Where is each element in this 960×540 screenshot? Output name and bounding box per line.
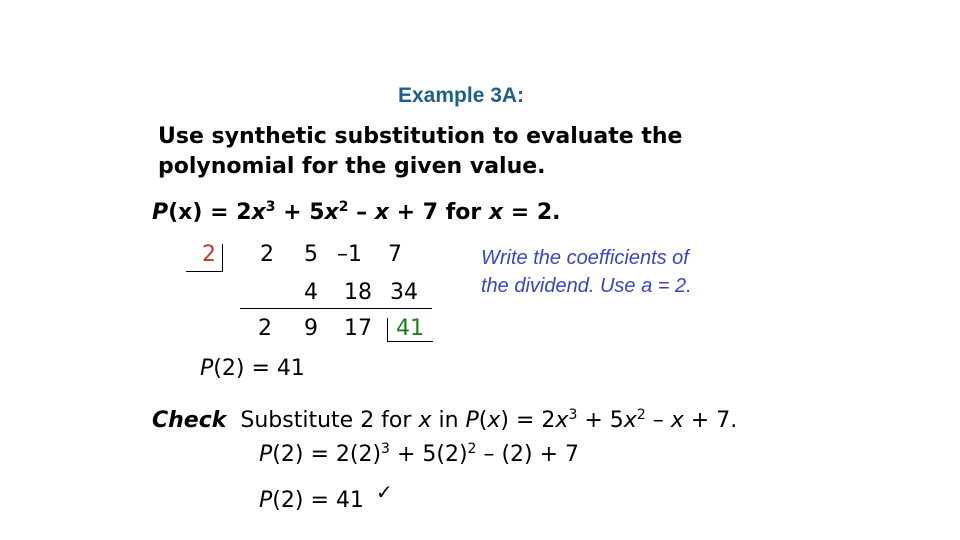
check-exponent: 2: [636, 407, 646, 423]
poly-term: –: [348, 200, 375, 225]
check-text: Substitute 2 for: [226, 408, 419, 433]
check-var: x: [418, 408, 432, 433]
instruction-line-2: polynomial for the given value.: [158, 154, 546, 179]
check-var: x: [487, 408, 501, 433]
check-line-3: [259, 480, 393, 513]
sum: 9: [304, 316, 318, 341]
poly-exponent: 3: [265, 199, 276, 215]
instruction-line-1: Use synthetic substitution to evaluate the: [158, 124, 683, 149]
p-symbol: P: [200, 356, 214, 381]
check-var: x: [623, 408, 637, 433]
product: 34: [390, 280, 418, 305]
poly-var: x: [374, 200, 389, 225]
poly-var: x: [251, 200, 266, 225]
divisor-bar: [222, 244, 223, 272]
note-line-1: Write the coefficients of: [481, 247, 689, 269]
check-exponent: 3: [381, 441, 390, 457]
hint-note: [481, 244, 692, 300]
poly-term: + 5: [275, 200, 325, 225]
instruction-text: [158, 122, 682, 182]
check-text: ) = 2: [500, 408, 556, 433]
check-var: x: [555, 408, 569, 433]
poly-var: x: [488, 200, 504, 225]
p-argument: (x): [168, 200, 203, 225]
check-text: –: [645, 408, 671, 433]
poly-var: x: [324, 200, 339, 225]
check-text: + 5(2): [389, 442, 468, 467]
poly-term: = 2: [202, 200, 252, 225]
remainder-box-left: [387, 318, 388, 342]
divisor-underline: [186, 271, 222, 272]
check-text: (: [478, 408, 488, 433]
result-line: [200, 356, 305, 381]
check-line-2: [259, 442, 579, 467]
coef: 2: [260, 242, 274, 267]
check-label: Check: [152, 408, 227, 433]
check-exponent: 3: [568, 407, 578, 423]
sum-line: [240, 308, 432, 309]
polynomial-statement: [152, 200, 561, 225]
example-title: Example 3A:: [398, 84, 525, 107]
check-text: – (2) + 7: [476, 442, 580, 467]
sum: 17: [344, 316, 372, 341]
remainder: 41: [396, 316, 424, 341]
poly-exponent: 2: [338, 199, 349, 215]
check-var: x: [670, 408, 684, 433]
remainder-box-bottom: [387, 341, 433, 342]
product: 18: [344, 280, 372, 305]
p-symbol: P: [259, 442, 273, 467]
checkmark-icon: ✓: [375, 480, 393, 504]
check-text: (2) = 41: [272, 488, 364, 513]
divisor: 2: [202, 242, 216, 267]
check-text: (2) = 2(2): [272, 442, 382, 467]
result-value: (2) = 41: [213, 356, 305, 381]
p-symbol: P: [152, 200, 169, 225]
poly-term: + 7 for: [389, 200, 489, 225]
check-text: in: [431, 408, 466, 433]
note-line-2: the dividend. Use a = 2.: [481, 275, 692, 297]
check-text: + 5: [577, 408, 624, 433]
coef: 7: [388, 242, 402, 267]
coef: 5: [304, 242, 318, 267]
p-symbol: P: [259, 488, 273, 513]
check-exponent: 2: [467, 441, 477, 457]
coef: –1: [337, 242, 362, 267]
check-line-1: [152, 408, 737, 433]
check-text: + 7.: [683, 408, 738, 433]
sum: 2: [258, 316, 272, 341]
p-symbol: P: [465, 408, 479, 433]
poly-term: = 2.: [503, 200, 561, 225]
product: 4: [304, 280, 318, 305]
